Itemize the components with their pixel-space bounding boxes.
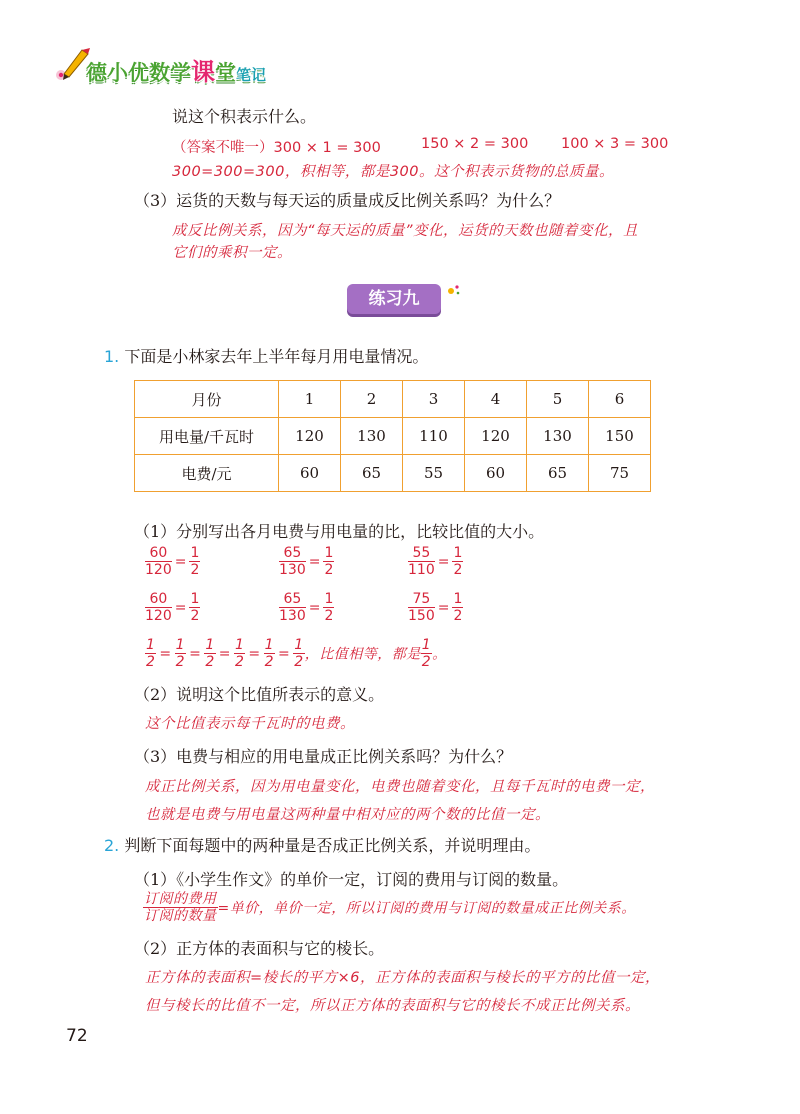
fraction <box>293 638 304 669</box>
problem-1-text: 下面是小林家去年上半年每月用电量情况。 <box>124 347 429 366</box>
equals-sign: = <box>159 645 172 662</box>
table-cell: 6 <box>589 381 651 418</box>
problem-2-text: 判断下面每题中的两种量是否成正比例关系，并说明理由。 <box>124 836 541 855</box>
prev-answer-a: （答案不唯一）300 × 1 = 300 <box>172 140 381 156</box>
fee-quantity-fraction <box>143 892 218 923</box>
fraction-numerator: 1 <box>324 591 334 607</box>
fraction-numerator: 1 <box>205 637 215 653</box>
brand-tang: 堂 <box>215 61 236 85</box>
fraction-denominator: 150 <box>408 608 435 624</box>
header-logo <box>52 40 312 90</box>
problem-2-number: 2. <box>104 836 120 855</box>
fraction <box>204 638 215 669</box>
problem-1-sub-1: （1）分别写出各月电费与用电量的比，比较比值的大小。 <box>134 522 545 541</box>
fraction <box>175 638 186 669</box>
problem-1-sub-3-answer-1: 成正比例关系，因为用电量变化，电费也随着变化，且每千瓦时的电费一定， <box>145 779 655 795</box>
problem-2-sub-1: （1）《小学生作文》的单价一定，订阅的费用与订阅的数量。 <box>134 870 569 889</box>
table-cell: 3 <box>403 381 465 418</box>
fraction <box>234 638 245 669</box>
problem-1 <box>104 344 428 367</box>
fraction-denominator: 2 <box>190 562 200 578</box>
table-cell: 60 <box>279 455 341 492</box>
fraction-numerator: 1 <box>453 545 463 561</box>
fraction-denominator: 2 <box>190 608 200 624</box>
problem-2-sub-2-answer-1: 正方体的表面积=棱长的平方×6，正方体的表面积与棱长的平方的比值一定， <box>145 970 661 986</box>
ratio-expression <box>145 592 200 623</box>
table-row <box>135 381 651 418</box>
fraction-numerator: 1 <box>264 637 275 653</box>
table-cell: 60 <box>465 455 527 492</box>
ratio-expression <box>408 546 463 577</box>
fraction <box>452 546 463 577</box>
fraction <box>452 592 463 623</box>
ratio-equal-text: ，比值相等，都是 <box>304 646 421 663</box>
table-cell: 65 <box>527 455 589 492</box>
page-number: 72 <box>66 1026 88 1046</box>
fraction-numerator: 60 <box>145 592 172 608</box>
fraction-denominator: 2 <box>175 654 186 670</box>
fraction-numerator: 1 <box>453 591 463 607</box>
fraction <box>323 592 334 623</box>
fraction-numerator: 60 <box>145 546 172 562</box>
fraction-denominator: 订阅的数量 <box>144 908 217 924</box>
table-cell: 1 <box>279 381 341 418</box>
table-cell: 4 <box>465 381 527 418</box>
fraction-denominator: 2 <box>453 562 463 578</box>
electricity-table-body <box>135 381 651 492</box>
fraction-denominator: 130 <box>279 608 306 624</box>
fraction-numerator: 65 <box>279 592 306 608</box>
fraction <box>145 592 172 623</box>
ratio-expression <box>279 592 334 623</box>
fraction-numerator: 1 <box>294 637 304 653</box>
fraction-numerator: 1 <box>324 545 334 561</box>
equals-sign: = <box>189 645 202 662</box>
ratio-equal-end: 。 <box>432 646 447 663</box>
problem-1-sub-3-answer-2: 也就是电费与用电量这两种量中相对应的两个数的比值一定。 <box>145 807 550 823</box>
fraction-numerator: 1 <box>234 637 245 653</box>
table-cell: 2 <box>341 381 403 418</box>
exercise-badge: 练习九 <box>347 284 441 314</box>
fraction <box>145 546 172 577</box>
fraction-denominator: 2 <box>453 608 463 624</box>
fraction <box>408 592 435 623</box>
fraction <box>279 592 306 623</box>
problem-1-sub-2-answer: 这个比值表示每千瓦时的电费。 <box>145 716 355 732</box>
table-row-label: 电费/元 <box>135 455 279 492</box>
prev-answer-b: 150 × 2 = 300 <box>421 136 529 152</box>
prev-answer-line2: 300=300=300，积相等，都是300。这个积表示货物的总质量。 <box>172 164 615 180</box>
fraction-denominator: 2 <box>294 654 304 670</box>
table-cell: 150 <box>589 418 651 455</box>
table-row-label: 月份 <box>135 381 279 418</box>
sparkle-icon <box>446 282 462 298</box>
equals-sign: = <box>174 553 187 570</box>
fraction-denominator: 2 <box>205 654 215 670</box>
fraction <box>421 638 432 669</box>
fraction <box>145 638 156 669</box>
prev-answer-c: 100 × 3 = 300 <box>561 136 669 152</box>
problem-1-number: 1. <box>104 347 120 366</box>
ratio-expression <box>145 546 200 577</box>
table-cell: 130 <box>341 418 403 455</box>
fraction-numerator: 1 <box>190 591 200 607</box>
equals-sign: = <box>248 645 261 662</box>
problem-2 <box>104 833 540 856</box>
fraction <box>323 546 334 577</box>
ratio-equal-row <box>145 638 447 669</box>
brand-biji: 笔记 <box>236 66 267 84</box>
fraction-denominator: 2 <box>146 654 156 670</box>
fraction-denominator: 120 <box>145 562 172 578</box>
electricity-table <box>134 380 651 492</box>
fraction-numerator: 订阅的费用 <box>144 891 217 907</box>
brand-ke: 课 <box>191 58 215 86</box>
problem-2-sub-2: （2）正方体的表面积与它的棱长。 <box>134 939 385 958</box>
table-cell: 120 <box>279 418 341 455</box>
prev-prompt: 说这个积表示什么。 <box>172 107 317 126</box>
fraction-numerator: 75 <box>408 592 435 608</box>
fraction-denominator: 2 <box>324 608 334 624</box>
fraction-denominator: 120 <box>145 608 172 624</box>
problem-1-sub-3: （3）电费与相应的用电量成正比例关系吗？为什么？ <box>134 747 513 766</box>
fraction-denominator: 130 <box>279 562 306 578</box>
table-row <box>135 455 651 492</box>
ratio-expression <box>408 592 463 623</box>
fraction-numerator: 1 <box>421 637 432 653</box>
brand-name: 德小优数学 <box>86 61 191 85</box>
problem-2-sub-1-answer <box>143 892 636 923</box>
table-cell: 110 <box>403 418 465 455</box>
table-cell: 55 <box>403 455 465 492</box>
problem-2-sub-1-answer-text: =单价，单价一定，所以订阅的费用与订阅的数量成正比例关系。 <box>217 900 636 917</box>
fraction-denominator: 2 <box>421 654 432 670</box>
equals-sign: = <box>308 599 321 616</box>
prev-q3-answer-1: 成反比例关系，因为“每天运的质量”变化，运货的天数也随着变化，且 <box>172 223 639 239</box>
fraction-denominator: 2 <box>234 654 245 670</box>
table-cell: 65 <box>341 455 403 492</box>
fraction <box>279 546 306 577</box>
ratio-expression <box>279 546 334 577</box>
equals-sign: = <box>174 599 187 616</box>
problem-1-sub-2: （2）说明这个比值所表示的意义。 <box>134 685 385 704</box>
problem-2-sub-2-answer-2: 但与棱长的比值不一定，所以正方体的表面积与它的棱长不成正比例关系。 <box>145 998 640 1014</box>
fraction-denominator: 2 <box>324 562 334 578</box>
fraction-numerator: 55 <box>408 546 435 562</box>
table-cell: 130 <box>527 418 589 455</box>
equals-sign: = <box>278 645 291 662</box>
fraction-numerator: 1 <box>175 637 186 653</box>
equals-sign: = <box>437 599 450 616</box>
fraction-denominator: 2 <box>264 654 275 670</box>
fraction <box>408 546 435 577</box>
fraction-numerator: 65 <box>279 546 306 562</box>
prev-q3-answer-2: 它们的乘积一定。 <box>172 245 292 261</box>
equals-sign: = <box>437 553 450 570</box>
fraction <box>264 638 275 669</box>
table-cell: 75 <box>589 455 651 492</box>
table-cell: 5 <box>527 381 589 418</box>
table-cell: 120 <box>465 418 527 455</box>
brand-title <box>86 52 266 87</box>
fraction-numerator: 1 <box>146 637 156 653</box>
prev-question-3: （3）运货的天数与每天运的质量成反比例关系吗？为什么？ <box>134 191 561 210</box>
table-row <box>135 418 651 455</box>
table-row-label: 用电量/千瓦时 <box>135 418 279 455</box>
equals-sign: = <box>308 553 321 570</box>
fraction <box>189 546 200 577</box>
equals-sign: = <box>218 645 231 662</box>
fraction-denominator: 110 <box>408 562 435 578</box>
fraction-numerator: 1 <box>190 545 200 561</box>
fraction <box>189 592 200 623</box>
